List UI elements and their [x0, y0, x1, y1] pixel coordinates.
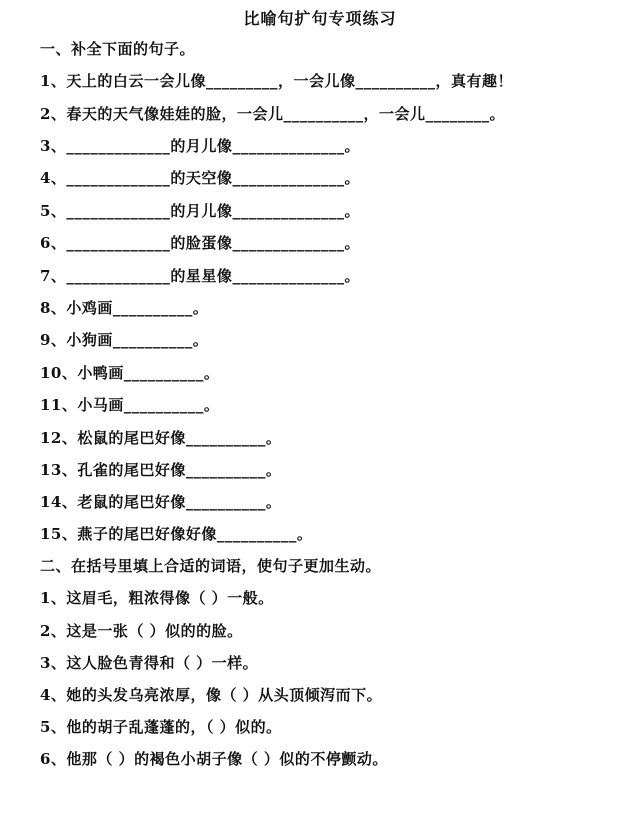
- section-2-heading: 二、在括号里填上合适的词语，使句子更加生动。: [40, 557, 382, 575]
- exercise-1-13: 13、孔雀的尾巴好像__________。: [40, 461, 282, 479]
- exercise-2-5: 5、他的胡子乱蓬蓬的，（ ）似的。: [40, 718, 282, 736]
- exercise-1-1: 1、天上的白云一会儿像_________，一会儿像__________，真有趣！: [40, 72, 513, 90]
- exercise-1-5: 5、_____________的月儿像______________。: [40, 202, 360, 220]
- exercise-1-15: 15、燕子的尾巴好像好像__________。: [40, 525, 313, 543]
- exercise-1-9: 9、小狗画__________。: [40, 331, 209, 349]
- exercise-1-12: 12、松鼠的尾巴好像__________。: [40, 429, 282, 447]
- exercise-2-3: 3、这人脸色青得和（ ）一样。: [40, 654, 259, 672]
- exercise-1-2: 2、春天的天气像娃娃的脸，一会儿__________，一会儿________。: [40, 105, 505, 123]
- exercise-1-11: 11、小马画__________。: [40, 396, 220, 414]
- exercise-1-6: 6、_____________的脸蛋像______________。: [40, 234, 360, 252]
- exercise-1-14: 14、老鼠的尾巴好像__________。: [40, 493, 282, 511]
- exercise-1-7: 7、_____________的星星像______________。: [40, 267, 360, 285]
- exercise-2-6: 6、他那（ ）的褐色小胡子像（ ）似的不停颤动。: [40, 750, 388, 768]
- exercise-1-8: 8、小鸡画__________。: [40, 299, 209, 317]
- exercise-1-10: 10、小鸭画__________。: [40, 364, 220, 382]
- exercise-1-3: 3、_____________的月儿像______________。: [40, 137, 360, 155]
- exercise-1-4: 4、_____________的天空像______________。: [40, 169, 360, 187]
- exercise-2-1: 1、这眉毛，粗浓得像（ ）一般。: [40, 589, 274, 607]
- exercise-2-4: 4、她的头发乌亮浓厚，像（ ）从头顶倾泻而下。: [40, 686, 383, 704]
- worksheet-title: 比喻句扩句专项练习: [243, 9, 397, 28]
- section-1-heading: 一、补全下面的句子。: [40, 40, 196, 58]
- exercise-2-2: 2、这是一张（ ）似的的脸。: [40, 622, 243, 640]
